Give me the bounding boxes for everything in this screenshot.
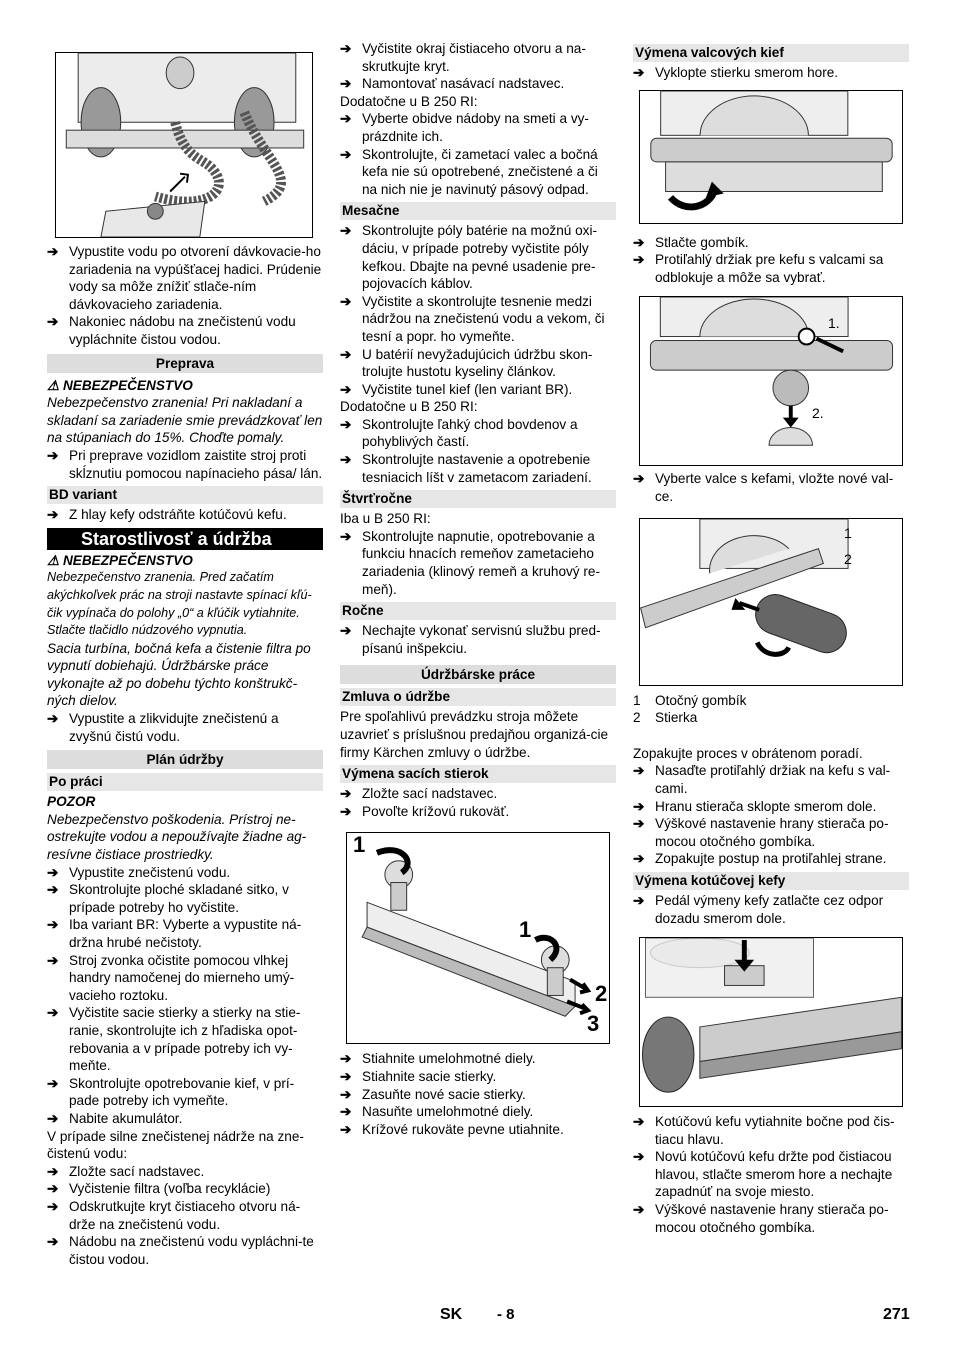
legend-item: 1 Otočný gombík <box>633 692 747 708</box>
column-1 <box>47 40 323 1268</box>
list-item: ➔ Vypustite znečistenú vodu. <box>47 864 323 882</box>
suction-bar-illustration <box>347 833 609 1043</box>
figure-disc-brush <box>639 937 903 1107</box>
heading-replace-suction-lips: Výmena sacích stierok <box>340 765 616 783</box>
list-item: ➔ Skontrolujte opotrebovanie kief, v prí-pade potreby ich vymeňte. <box>47 1075 323 1110</box>
additional-note-1: Dodatočne u B 250 RI: <box>340 93 478 109</box>
list-item: ➔ Namontovať nasávací nadstavec. <box>340 75 616 93</box>
fig-label: 2 <box>844 550 852 567</box>
list-item: ➔ Stroj zvonka očistite pomocou vlhkej handry namočenej do mierneho umý-vacieho roztoku. <box>47 952 323 1005</box>
list-item: ➔ Vyčistite tunel kief (len variant BR). <box>340 381 616 399</box>
list-item: ➔ Stlačte gombík. <box>633 234 909 252</box>
dirty-tank-note: V prípade silne znečistenej nádrže na zne-čistenú vodu: <box>47 1128 304 1162</box>
press-button-steps <box>633 234 909 287</box>
disc-brush-illustration <box>640 938 902 1106</box>
list-item: ➔ Skontrolujte napnutie, opotrebovanie a funkciu hnacích remeňov zametacieho zariadenia (klinový remeň a kruhový re-meň). <box>340 528 616 598</box>
heading-maintenance-plan: Plán údržby <box>47 750 323 769</box>
list-item: ➔ Stiahnite umelohmotné diely. <box>340 1050 616 1068</box>
list-item: ➔ Zasuňte nové sacie stierky. <box>340 1086 616 1104</box>
list-item: ➔ Vyklopte stierku smerom hore. <box>633 64 909 82</box>
list-item: ➔ U batérií nevyžadujúcich údržbu skon-trolujte hustotu kyseliny článkov. <box>340 346 616 381</box>
figure-suction-bar <box>346 832 610 1044</box>
list-item: ➔ Zložte sací nadstavec. <box>340 785 616 803</box>
list-item: ➔ Skontrolujte, či zametací valec a bočná kefa nie sú opotrebené, znečistené a či na nich nie je navinutý pásový odpad. <box>340 146 616 199</box>
danger-label-2: ⚠ NEBEZPEČENSTVO <box>47 552 193 568</box>
heading-maintenance-contract: Zmluva o údržbe <box>340 688 616 706</box>
fig-label: 2. <box>812 405 824 422</box>
heading-maintenance-work: Údržbárske práce <box>340 665 616 684</box>
only-b250-note: Iba u B 250 RI: <box>340 511 431 527</box>
list-item: ➔ Novú kotúčovú kefu držte pod čistiacou hlavou, stlačte smerom hore a nechajte zapadnúť na svoje miesto. <box>633 1148 909 1201</box>
figure-unlock-holder <box>639 296 903 466</box>
column-3 <box>633 40 909 1236</box>
list-item: ➔ Zopakujte postup na protiľahlej strane. <box>633 850 909 868</box>
list-item: ➔ Vyberte obidve nádoby na smeti a vy-prázdnite ich. <box>340 110 616 145</box>
suction-lips-steps <box>340 1050 616 1138</box>
fig-label: 1 <box>353 832 366 858</box>
list-item: ➔ Skontrolujte póly batérie na možnú oxi-dáciu, v prípade potreby vyčistite póly kefkou. Dbajte na pevné usadenie pre-pojovacích káblov. <box>340 222 616 292</box>
list-item: ➔ Odskrutkujte kryt čistiaceho otvoru ná-drže na znečistenú vodu. <box>47 1198 323 1233</box>
step-dispose-water: ➔ Vypustite a zlikvidujte znečistenú a zvyšnú čistú vodu. <box>47 710 323 745</box>
figure-legend <box>633 692 909 727</box>
heading-replace-disc-brush: Výmena kotúčovej kefy <box>633 872 909 890</box>
heading-yearly: Ročne <box>340 602 616 620</box>
footer-language: SK <box>440 1306 463 1323</box>
heading-quarterly: Štvrťročne <box>340 490 616 508</box>
list-item: ➔ Povoľte krížovú rukoväť. <box>340 803 616 821</box>
list-item: ➔ Vyčistite sacie stierky a stierky na stie-ranie, skontrolujte ich z hľadiska opot-rebovania a v prípade potreby ich vy-meňte. <box>47 1004 323 1074</box>
list-item: ➔ Nasuňte umelohmotné diely. <box>340 1103 616 1121</box>
list-item: ➔ Vyčistite a skontrolujte tesnenie medzi nádržou na znečistenú vodu a vekom, či tesní a popr. ho vymeňte. <box>340 293 616 346</box>
repeat-reverse-note: Zopakujte proces v obrátenom poradí. <box>633 745 863 761</box>
heading-monthly: Mesačne <box>340 202 616 220</box>
list-item: ➔ Skontrolujte nastavenie a opotrebenie tesniacich líšt v zametacom zariadení. <box>340 451 616 486</box>
caution-label: POZOR <box>47 794 96 810</box>
figure-remove-roller <box>639 518 903 686</box>
heading-bd-variant: BD variant <box>47 486 323 504</box>
danger-text-2: Nebezpečenstvo zranenia. Pred začatím akýchkoľvek prác na stroji nastavte spínací kľú-čik vypínača do polohy „0“ a kľúčik vytiahnite. Stlačte tlačidlo núdzového vypnutia. <box>47 570 312 638</box>
list-item: ➔ Nasaďte protiľahlý držiak na kefu s val-cami. <box>633 762 909 797</box>
fig-label: 1. <box>828 315 840 332</box>
remove-roller-illustration <box>640 519 902 685</box>
list-item: ➔ Skontrolujte ľahký chod bovdenov a pohyblivých častí. <box>340 416 616 451</box>
figure-fold-squeegee <box>639 90 903 224</box>
caution-text: Nebezpečenstvo poškodenia. Prístroj ne-ostrekujte vodou a nepoužívajte žiadne ag-resívne čistiace prostriedky. <box>47 811 307 863</box>
list-item: ➔ Nabite akumulátor. <box>47 1110 323 1128</box>
danger-text-1: Nebezpečenstvo zranenia! Pri nakladaní a skladaní sa zariadenie smie prevádzkovať len na stúpaniach do 15%. Choďte pomaly. <box>47 395 323 446</box>
list-item: ➔ Nechajte vykonať servisnú službu pred-písanú inšpekciu. <box>340 622 616 657</box>
list-item: ➔ Skontrolujte ploché skladané sitko, v prípade potreby ho vyčistite. <box>47 881 323 916</box>
danger-text-3: Sacia turbína, bočná kefa a čistenie filtra po vypnutí dobiehajú. Údržbárske práce vykonajte až po dobehu týchto konštrukč-ných dielov. <box>47 640 311 709</box>
list-item: ➔ Protiľahlý držiak pre kefu s valcami sa odblokuje a môže sa vybrať. <box>633 251 909 286</box>
additional-note-2: Dodatočne u B 250 RI: <box>340 399 478 415</box>
list-item: ➔ Vyčistenie filtra (voľba recyklácie) <box>47 1180 323 1198</box>
dirty-tank-list <box>47 1163 323 1269</box>
list-item: ➔ Výškové nastavenie hrany stierača po-mocou otočného gombíka. <box>633 1201 909 1236</box>
after-work-list <box>47 864 323 1128</box>
unlock-holder-illustration <box>640 297 902 465</box>
fig-label: 1 <box>844 524 852 541</box>
disc-brush-steps <box>633 1113 909 1236</box>
list-item: ➔ Výškové nastavenie hrany stierača po-mocou otočného gombíka. <box>633 815 909 850</box>
step-drain-water: ➔ Vypustite vodu po otvorení dávkovacie-ho zariadenia na vypúšťacej hadici. Prúdenie vody sa môže znížiť stlače-ním dávkovacieho zariadenia. <box>47 243 323 313</box>
footer-page-number: 271 <box>883 1306 910 1323</box>
legend-item: 2 Stierka <box>633 710 698 726</box>
step-rinse-tank: ➔ Nakoniec nádobu na znečistenú vodu vypláchnite čistou vodou. <box>47 313 323 348</box>
fig-label: 3 <box>587 1011 600 1037</box>
list-item: ➔ Zložte sací nadstavec. <box>47 1163 323 1181</box>
list-item: ➔ Iba variant BR: Vyberte a vypustite ná-držna hrubé nečistoty. <box>47 916 323 951</box>
step-remove-disc-brush: ➔ Z hlay kefy odstráňte kotúčovú kefu. <box>47 506 323 524</box>
figure-drain-hose <box>55 52 313 238</box>
list-item: ➔ Hranu stierača sklopte smerom dole. <box>633 798 909 816</box>
list-item: ➔ Stiahnite sacie stierky. <box>340 1068 616 1086</box>
heading-after-work: Po práci <box>47 773 323 791</box>
step-secure-transport: ➔ Pri preprave vozidlom zaistite stroj proti skĺznutiu pomocou napínacieho pása/ lán. <box>47 447 323 482</box>
heading-replace-roller-brushes: Výmena valcových kief <box>633 44 909 62</box>
drain-hose-illustration <box>56 53 312 237</box>
list-item: ➔ Nádobu na znečistenú vodu vypláchni-te čistou vodou. <box>47 1233 323 1268</box>
list-item: ➔ Pedál výmeny kefy zatlačte cez odpor dozadu smerom dole. <box>633 892 909 927</box>
fig-label: 1 <box>519 917 532 943</box>
heading-care-maintenance: Starostlivosť a údržba <box>47 528 323 550</box>
footer-local-page: - 8 <box>497 1306 515 1323</box>
contract-text: Pre spoľahlivú prevádzku stroja môžete uzavrieť s príslušnou predajňou organizá-cie firmy Kärchen zmluvy o údržbe. <box>340 709 609 760</box>
list-item: ➔ Vyberte valce s kefami, vložte nové val-ce. <box>633 470 909 505</box>
list-item: ➔ Krížové rukoväte pevne utiahnite. <box>340 1121 616 1139</box>
list-item: ➔ Vyčistite okraj čistiaceho otvoru a na-skrutkujte kryt. <box>340 40 616 75</box>
column-2 <box>340 40 616 1138</box>
list-item: ➔ Kotúčovú kefu vytiahnite bočne pod čis-tiacu hlavu. <box>633 1113 909 1148</box>
heading-preprava: Preprava <box>47 354 323 373</box>
fold-squeegee-illustration <box>640 91 902 223</box>
danger-label-1: ⚠ NEBEZPEČENSTVO <box>47 377 193 393</box>
fig-label: 2 <box>595 981 608 1007</box>
